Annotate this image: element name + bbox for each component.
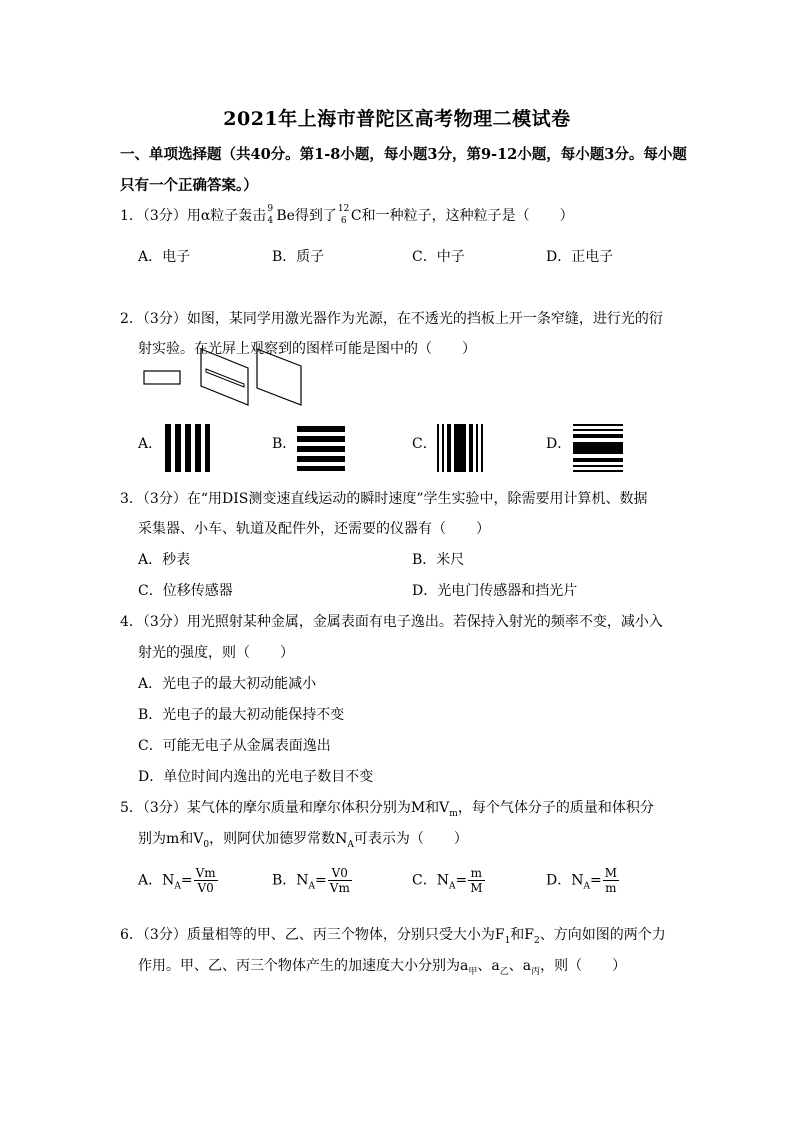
denominator: M bbox=[470, 881, 483, 895]
q4-option-d[interactable]: D．单位时间内逸出的光电子数目不变 bbox=[138, 769, 374, 785]
question-6-stem-line1 bbox=[120, 925, 666, 951]
subscript: 丙 bbox=[531, 966, 541, 977]
question-text: 射光的强度，则（ bbox=[138, 645, 250, 661]
question-text: 别为m和V bbox=[138, 831, 204, 847]
numerator: M bbox=[604, 866, 618, 880]
question-text: 用光照射某种金属，金属表面有电子逸出。若保持入射光的频率不变，减小入 bbox=[186, 614, 663, 630]
pattern-c-vertical-fringes bbox=[437, 424, 485, 472]
question-2-stem-line1 bbox=[120, 309, 663, 329]
question-text: 作用。甲、乙、丙三个物体产生的加速度大小分别为a bbox=[138, 958, 469, 974]
question-number: 5． bbox=[120, 800, 143, 816]
fraction bbox=[328, 866, 352, 895]
subscript: 乙 bbox=[499, 966, 509, 977]
question-number: 6． bbox=[120, 927, 143, 943]
q3-option-a[interactable]: A．秒表 bbox=[138, 552, 191, 568]
q1-option-b[interactable]: B．质子 bbox=[272, 249, 325, 265]
q3-option-d[interactable]: D．光电门传感器和挡光片 bbox=[412, 583, 578, 599]
question-text: ） bbox=[612, 958, 627, 974]
question-text: 和F bbox=[510, 927, 535, 943]
question-number: 2． bbox=[120, 311, 143, 327]
light-screen bbox=[257, 349, 301, 405]
question-text: ） bbox=[476, 521, 490, 537]
question-text: 和一种粒子，这种粒子是（ bbox=[361, 208, 530, 224]
question-text: ） bbox=[559, 208, 574, 224]
question-text: 质量相等的甲、乙、丙三个物体，分别只受大小为F bbox=[186, 927, 505, 943]
subscript: 0 bbox=[203, 839, 210, 850]
question-score: （3分） bbox=[142, 311, 187, 327]
question-score: （3分） bbox=[142, 800, 187, 816]
subscript: 2 bbox=[534, 935, 540, 946]
subscript: A bbox=[448, 881, 456, 892]
q5-option-b[interactable] bbox=[272, 866, 353, 896]
equals-sign: = bbox=[180, 872, 193, 889]
question-text: ，则阿伏加德罗常数N bbox=[209, 831, 348, 847]
narrow-slit bbox=[206, 369, 244, 387]
q2-option-a[interactable]: A． bbox=[138, 436, 163, 452]
question-number: 4． bbox=[120, 614, 143, 630]
question-4-stem-line2 bbox=[138, 643, 294, 663]
subscript: A bbox=[583, 881, 590, 892]
q2-option-c[interactable]: C． bbox=[412, 436, 437, 452]
q1-option-d[interactable]: D．正电子 bbox=[546, 249, 614, 265]
numerator: m bbox=[468, 866, 484, 881]
question-score: （3分） bbox=[142, 614, 187, 630]
numerator: Vm bbox=[195, 866, 216, 880]
equals-sign: = bbox=[455, 872, 468, 889]
question-text: ，则（ bbox=[540, 958, 583, 974]
numerator: V0 bbox=[328, 866, 352, 881]
q1-option-c[interactable]: C．中子 bbox=[412, 249, 465, 265]
q4-option-c[interactable]: C．可能无电子从金属表面逸出 bbox=[138, 738, 331, 754]
mass-number: 12 bbox=[337, 204, 350, 214]
question-6-stem-line2 bbox=[138, 956, 626, 982]
question-text: ） bbox=[280, 645, 294, 661]
question-text: 如图，某同学用激光器作为光源，在不透光的挡板上开一条窄缝，进行光的衍 bbox=[186, 311, 663, 327]
option-label: A．N bbox=[138, 872, 175, 889]
denominator: V0 bbox=[197, 881, 214, 895]
page-title: 2021年上海市普陀区高考物理二模试卷 bbox=[223, 108, 571, 130]
fraction bbox=[468, 866, 484, 895]
element-symbol: Be bbox=[276, 208, 295, 224]
subscript: m bbox=[449, 808, 458, 819]
question-text: ，每个气体分子的质量和体积分 bbox=[457, 800, 654, 816]
subscript: A bbox=[308, 881, 316, 892]
pattern-a-vertical-bars bbox=[163, 424, 211, 472]
question-3-stem-line2 bbox=[138, 519, 490, 539]
beryllium-isotope bbox=[266, 206, 276, 226]
option-label: C．N bbox=[412, 872, 449, 889]
q3-option-b[interactable]: B．米尺 bbox=[412, 552, 465, 568]
subscript: A bbox=[174, 881, 181, 892]
section-heading-line1: 一、单项选择题（共40分。第1-8小题，每小题3分，第9-12小题，每小题3分。每小题 bbox=[120, 146, 687, 163]
question-text: ） bbox=[462, 341, 476, 357]
question-text: 在“用DIS测变速直线运动的瞬时速度”学生实验中，除需要用计算机、数据 bbox=[186, 491, 648, 507]
mass-number: 9 bbox=[267, 204, 274, 214]
question-text: 得到了 bbox=[294, 208, 337, 224]
question-1-stem bbox=[120, 206, 574, 226]
question-5-stem-line2 bbox=[138, 829, 468, 855]
question-text: 、a bbox=[508, 958, 532, 974]
question-3-stem-line1 bbox=[120, 489, 648, 509]
question-text: 用α粒子轰击 bbox=[186, 208, 267, 224]
option-label: D．N bbox=[546, 872, 584, 889]
carbon-isotope bbox=[337, 206, 351, 226]
q5-option-d[interactable] bbox=[546, 866, 620, 896]
denominator: Vm bbox=[329, 881, 350, 895]
question-score: （3分） bbox=[142, 927, 187, 943]
denominator: m bbox=[605, 881, 617, 895]
q5-option-c[interactable] bbox=[412, 866, 486, 896]
diffraction-apparatus-figure bbox=[138, 346, 318, 408]
section-heading bbox=[120, 139, 690, 201]
q2-option-b[interactable]: B． bbox=[272, 436, 297, 452]
question-text: ） bbox=[453, 831, 468, 847]
subscript: 1 bbox=[504, 935, 511, 946]
fraction bbox=[194, 866, 218, 895]
equals-sign: = bbox=[315, 872, 327, 889]
question-text: 、a bbox=[477, 958, 500, 974]
question-number: 3． bbox=[120, 491, 143, 507]
question-number: 1． bbox=[120, 208, 143, 224]
question-text: 采集器、小车、轨道及配件外，还需要的仪器有（ bbox=[138, 521, 446, 537]
element-symbol: C bbox=[350, 208, 362, 224]
pattern-d-horizontal-fringes bbox=[573, 424, 623, 472]
slit-plate bbox=[201, 349, 248, 405]
question-score: （3分） bbox=[142, 208, 187, 224]
atomic-number: 6 bbox=[340, 216, 347, 226]
q4-option-b[interactable]: B．光电子的最大初动能保持不变 bbox=[138, 707, 345, 723]
pattern-b-horizontal-bars bbox=[297, 424, 345, 472]
section-heading-line2: 只有一个正确答案。） bbox=[120, 177, 258, 194]
q1-option-a[interactable]: A．电子 bbox=[138, 249, 191, 265]
question-text: 、方向如图的两个力 bbox=[539, 927, 666, 943]
q4-option-a[interactable]: A．光电子的最大初动能减小 bbox=[138, 676, 317, 692]
option-label: B．N bbox=[272, 872, 309, 889]
subscript: A bbox=[347, 839, 354, 850]
atomic-number: 4 bbox=[267, 216, 274, 226]
q3-option-c[interactable]: C．位移传感器 bbox=[138, 583, 233, 599]
q2-option-d[interactable]: D． bbox=[546, 436, 572, 452]
question-text: 可表示为（ bbox=[353, 831, 424, 847]
question-score: （3分） bbox=[142, 491, 187, 507]
q5-option-a[interactable] bbox=[138, 866, 219, 896]
laser-source bbox=[144, 371, 180, 384]
question-text: 某气体的摩尔质量和摩尔体积分别为M和V bbox=[186, 800, 450, 816]
question-4-stem-line1 bbox=[120, 612, 663, 632]
fraction bbox=[603, 866, 619, 895]
question-text: 射实验。在光屏上观察到的图样可能是图中的（ bbox=[138, 341, 432, 357]
equals-sign: = bbox=[589, 872, 602, 889]
subscript: 甲 bbox=[468, 966, 478, 977]
question-5-stem-line1 bbox=[120, 798, 654, 824]
